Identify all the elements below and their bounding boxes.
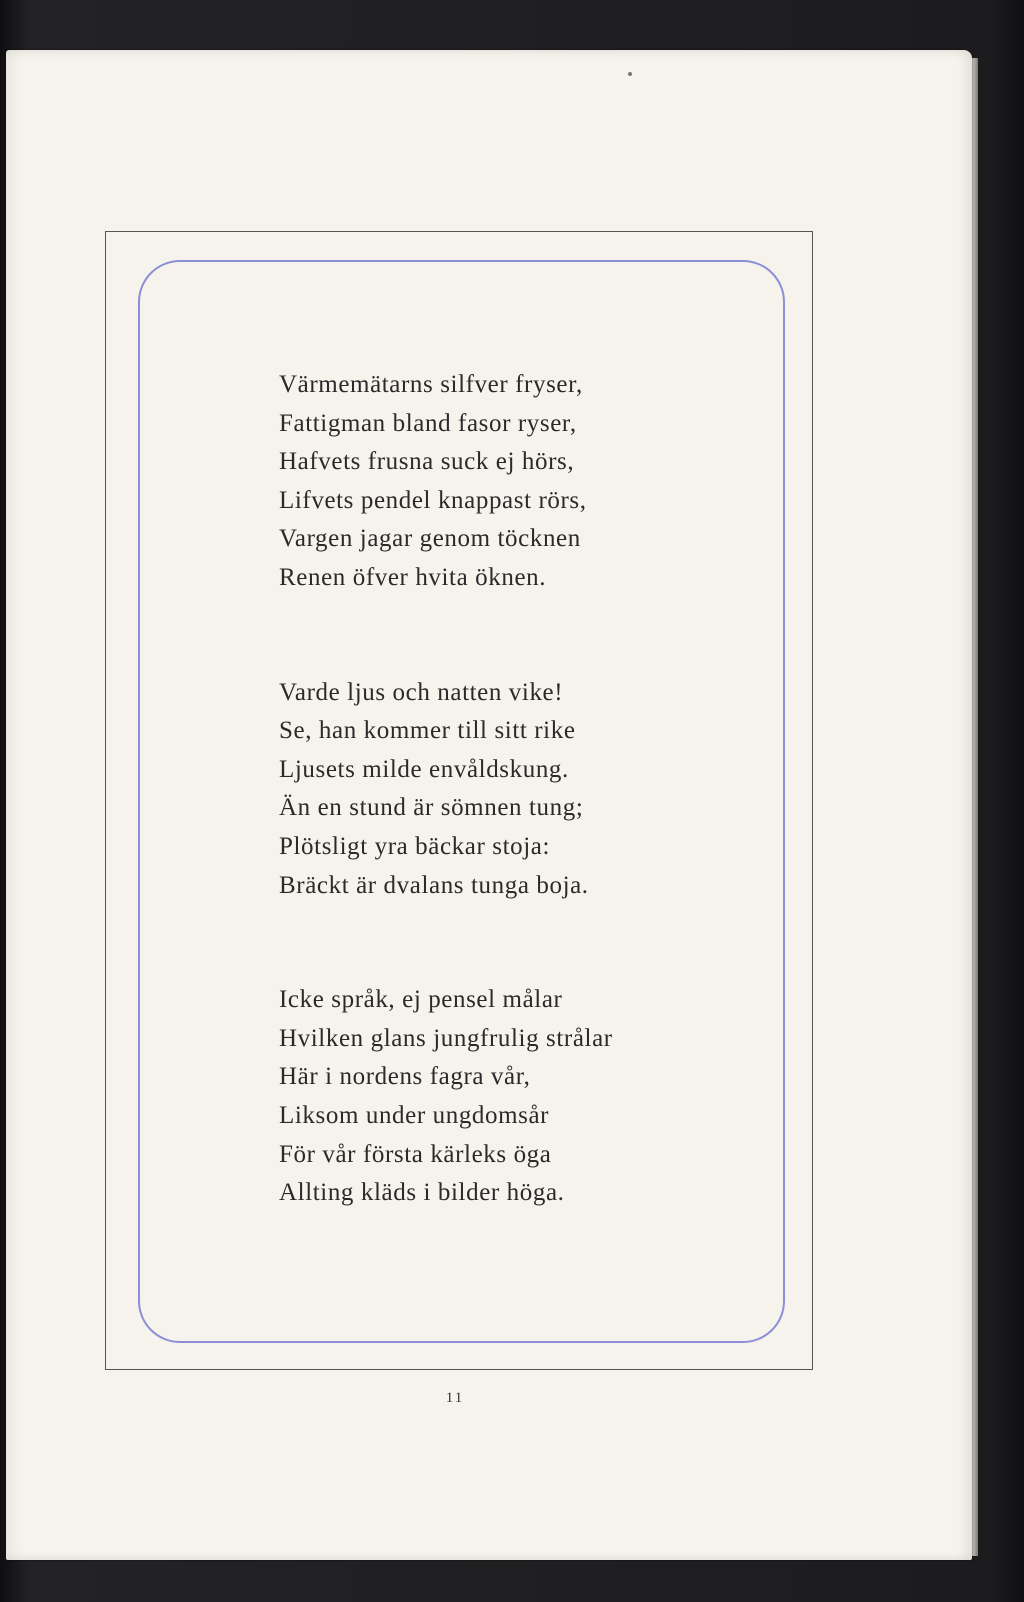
poem-line: Allting kläds i bilder höga. <box>279 1179 565 1207</box>
poem-line: Plötsligt yra bäckar stoja: <box>279 832 551 860</box>
poem-line: Varde ljus och natten vike! <box>279 678 564 706</box>
poem-line: Än en stund är sömnen tung; <box>279 794 584 822</box>
poem-line: Vargen jagar genom töcknen <box>279 525 581 553</box>
stanza-2 <box>279 674 759 906</box>
stanza-1 <box>279 366 759 598</box>
stanza-3 <box>279 981 759 1213</box>
paper-speck <box>628 72 632 76</box>
poem <box>279 366 759 1213</box>
poem-line: Liksom under ungdomsår <box>279 1101 550 1129</box>
poem-line: För vår första kärleks öga <box>279 1140 552 1168</box>
poem-line: Hafvets frusna suck ej hörs, <box>279 448 575 476</box>
poem-line: Se, han kommer till sitt rike <box>279 717 576 745</box>
poem-line: Lifvets pendel knappast rörs, <box>279 486 587 514</box>
poem-line: Här i nordens fagra vår, <box>279 1063 531 1091</box>
poem-line: Renen öfver hvita öknen. <box>279 563 547 591</box>
page-edge <box>972 58 978 1556</box>
poem-line: Värmemätarns silfver fryser, <box>279 371 583 398</box>
poem-line: Ljusets milde envåldskung. <box>279 755 569 783</box>
page-number: 11 <box>445 1390 465 1406</box>
poem-line: Bräckt är dvalans tunga boja. <box>279 871 589 899</box>
poem-line: Hvilken glans jungfrulig strålar <box>279 1024 613 1052</box>
poem-line: Icke språk, ej pensel målar <box>279 986 563 1014</box>
poem-line: Fattigman bland fasor ryser, <box>279 409 577 437</box>
